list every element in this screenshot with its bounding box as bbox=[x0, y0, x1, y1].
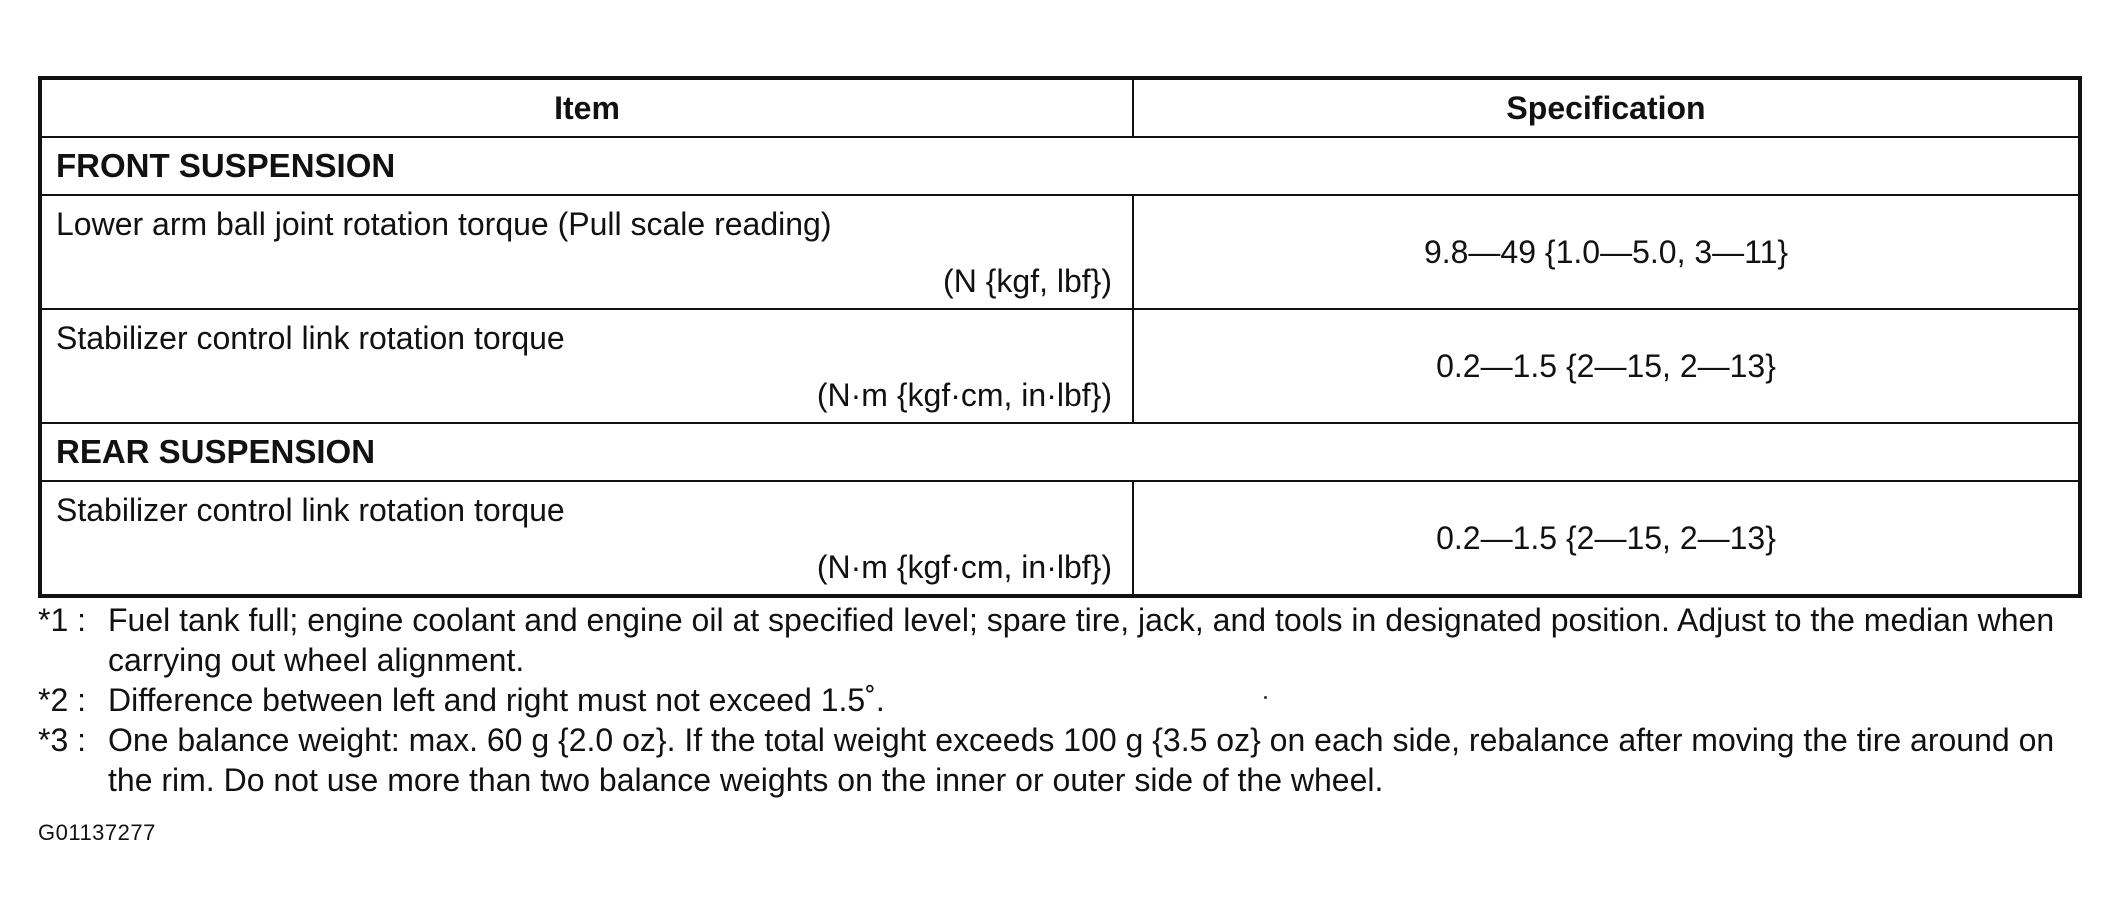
item-name: Stabilizer control link rotation torque bbox=[56, 320, 565, 356]
spec-value: 0.2—1.5 {2—15, 2—13} bbox=[1133, 481, 2080, 596]
item-unit: (N·m {kgf·cm, in·lbf}) bbox=[816, 377, 1112, 413]
table-row bbox=[40, 309, 2080, 423]
item-unit: (N {kgf, lbf}) bbox=[943, 263, 1112, 299]
header-item: Item bbox=[40, 78, 1133, 137]
footnote-text: Difference between left and right must not exceed 1.5˚. bbox=[108, 682, 885, 718]
spec-value: 9.8—49 {1.0—5.0, 3—11} bbox=[1133, 195, 2080, 309]
footnote-mark: *1 : bbox=[38, 602, 87, 638]
item-cell bbox=[40, 309, 1133, 423]
scan-artifact-dot bbox=[1264, 696, 1267, 699]
section-title: FRONT SUSPENSION bbox=[40, 137, 2080, 195]
footnote-mark: *3 : bbox=[38, 722, 87, 758]
table-header-row bbox=[40, 78, 2080, 137]
item-cell bbox=[40, 481, 1133, 596]
section-row-front-suspension bbox=[40, 137, 2080, 195]
section-row-rear-suspension bbox=[40, 423, 2080, 481]
footnote-text: One balance weight: max. 60 g {2.0 oz}. If the total weight exceeds 100 g {3.5 oz} on each side, rebalance after moving the tire around on the rim. Do not use more than two balance weights on the inner or outer side of the wheel. bbox=[108, 722, 2055, 798]
spec-value: 0.2—1.5 {2—15, 2—13} bbox=[1133, 309, 2080, 423]
table-row bbox=[40, 481, 2080, 596]
footnote-1 bbox=[38, 600, 2088, 680]
footnote-text: Fuel tank full; engine coolant and engine oil at specified level; spare tire, jack, and tools in designated position. Adjust to the median when carrying out wheel alignment. bbox=[108, 602, 2055, 678]
section-title: REAR SUSPENSION bbox=[40, 423, 2080, 481]
footnote-mark: *2 : bbox=[38, 682, 87, 718]
specification-table bbox=[38, 76, 2082, 598]
item-cell bbox=[40, 195, 1133, 309]
table-row bbox=[40, 195, 2080, 309]
item-name: Lower arm ball joint rotation torque (Pull scale reading) bbox=[56, 206, 832, 242]
footnote-2 bbox=[38, 680, 2088, 720]
figure-code: G01137277 bbox=[38, 820, 156, 845]
footnote-3 bbox=[38, 720, 2088, 800]
header-specification: Specification bbox=[1133, 78, 2080, 137]
footnotes bbox=[38, 600, 2088, 800]
item-unit: (N·m {kgf·cm, in·lbf}) bbox=[816, 549, 1112, 585]
item-name: Stabilizer control link rotation torque bbox=[56, 492, 565, 528]
